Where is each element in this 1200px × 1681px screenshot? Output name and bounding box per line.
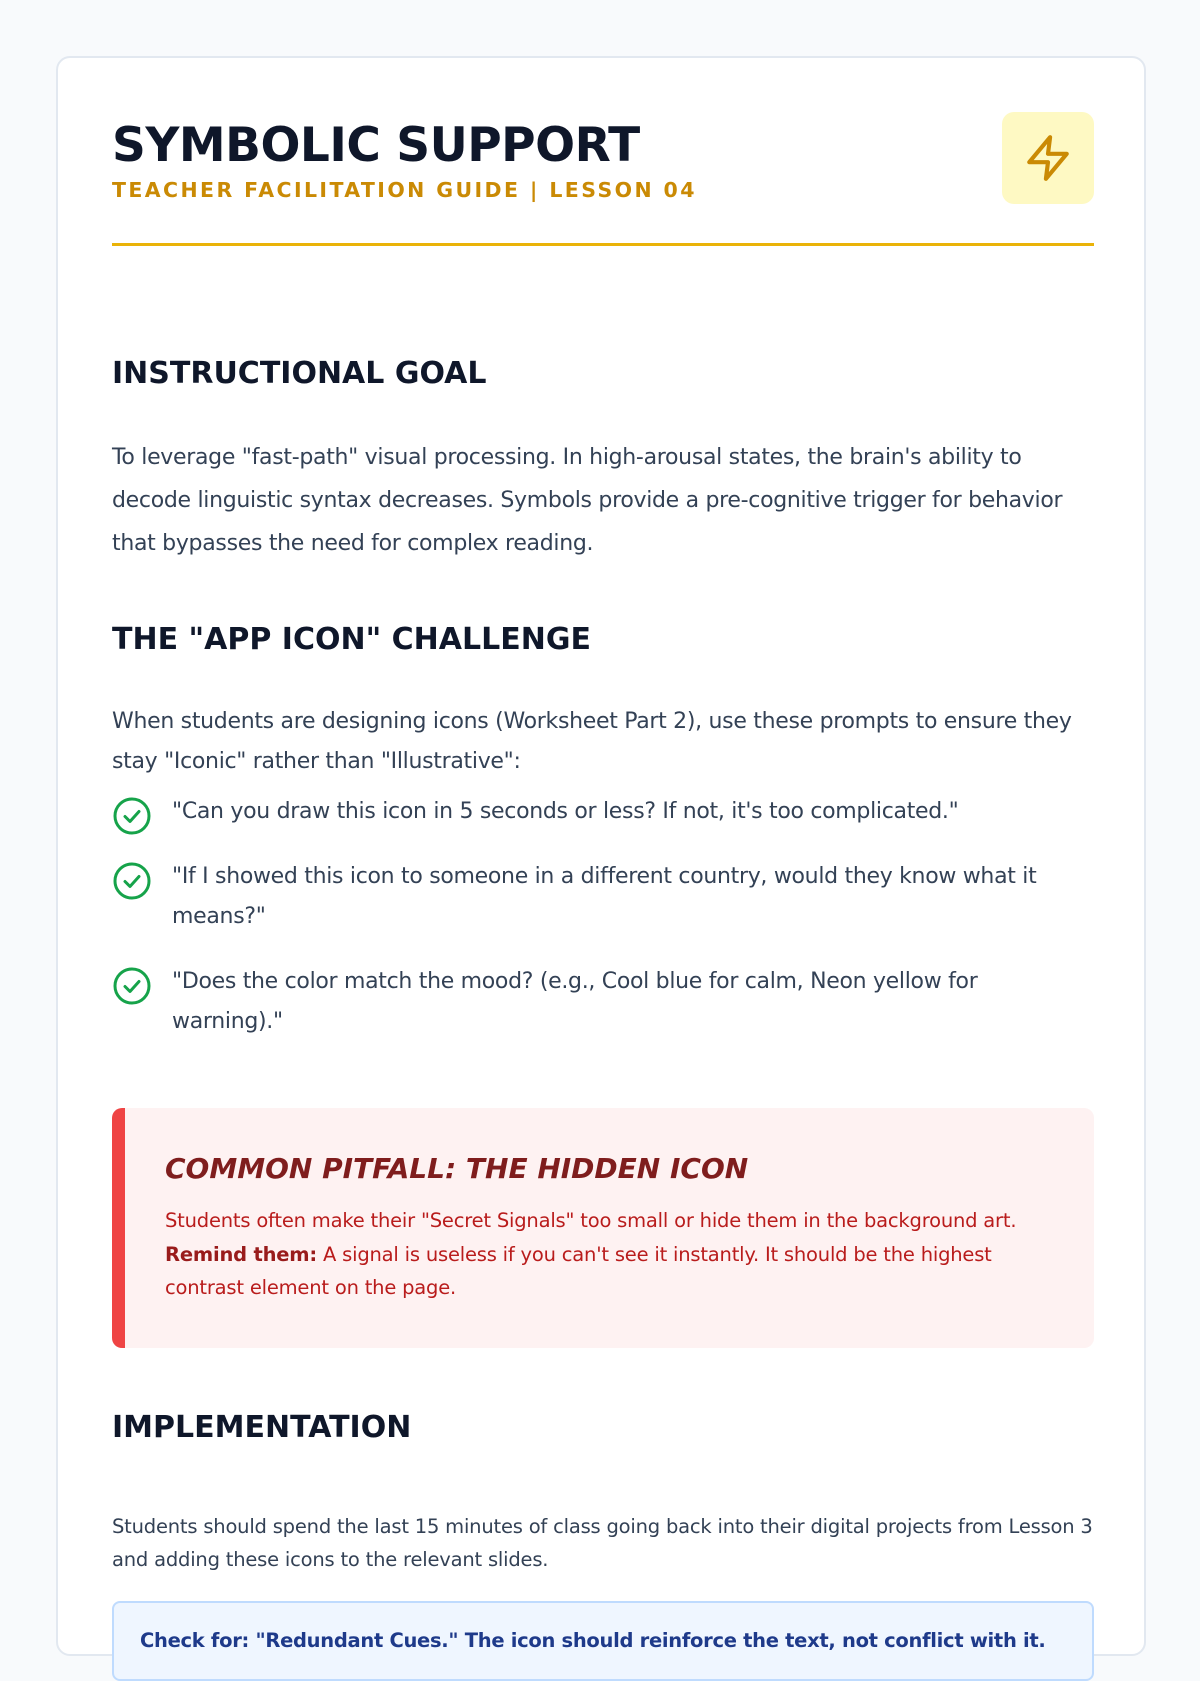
implementation-heading: IMPLEMENTATION — [112, 1410, 412, 1445]
app-icon-challenge-intro: When students are designing icons (Worksheet Part 2), use these prompts to ensure they stay "Iconic" rather than "Illustrative": — [112, 709, 1072, 774]
check-for-text: Check for: "Redundant Cues." The icon should reinforce the text, not conflict with it. — [140, 1629, 1046, 1652]
app-icon-challenge-heading: THE "APP ICON" CHALLENGE — [112, 622, 591, 657]
instructional-goal-text: To leverage "fast-path" visual processing. In high-arousal states, the brain's ability to decode linguistic syntax decreases. Symbols provide a pre-cognitive trigger for behavior that bypasses the need for complex reading. — [112, 445, 1063, 556]
check-circle-icon — [112, 861, 152, 901]
guide-content — [112, 112, 1094, 1652]
pitfall-callout — [112, 1108, 1094, 1348]
pitfall-text-start: Students often make their "Secret Signals" too small or hide them in the background art. — [165, 1209, 1017, 1232]
pitfall-text — [165, 1204, 1065, 1305]
lightning-badge — [1002, 112, 1094, 204]
lightning-bolt-icon — [1023, 133, 1073, 183]
prompt-text: "If I showed this icon to someone in a different country, would they know what it means?" — [172, 864, 1037, 929]
header — [112, 112, 1094, 246]
prompt-text: "Does the color match the mood? (e.g., Cool blue for calm, Neon yellow for warning)." — [172, 969, 978, 1034]
page-subtitle: TEACHER FACILITATION GUIDE | LESSON 04 — [112, 178, 697, 202]
implementation-text: Students should spend the last 15 minutes of class going back into their digital projects from Lesson 3 and adding these icons to the relevant slides. — [112, 1515, 1093, 1571]
pitfall-emphasis: Remind them: — [165, 1242, 318, 1266]
check-circle-icon — [112, 796, 152, 836]
guide-card — [56, 56, 1146, 1656]
page-title: SYMBOLIC SUPPORT — [112, 118, 640, 173]
check-for-callout — [112, 1601, 1094, 1681]
instructional-goal-heading: INSTRUCTIONAL GOAL — [112, 356, 487, 391]
prompt-text: "Can you draw this icon in 5 seconds or less? If not, it's too complicated." — [172, 799, 959, 824]
pitfall-title: COMMON PITFALL: THE HIDDEN ICON — [165, 1152, 749, 1185]
check-circle-icon — [112, 966, 152, 1006]
pitfall-text-end: A signal is useless if you can't see it instantly. It should be the highest contrast element on the page. — [165, 1242, 992, 1299]
